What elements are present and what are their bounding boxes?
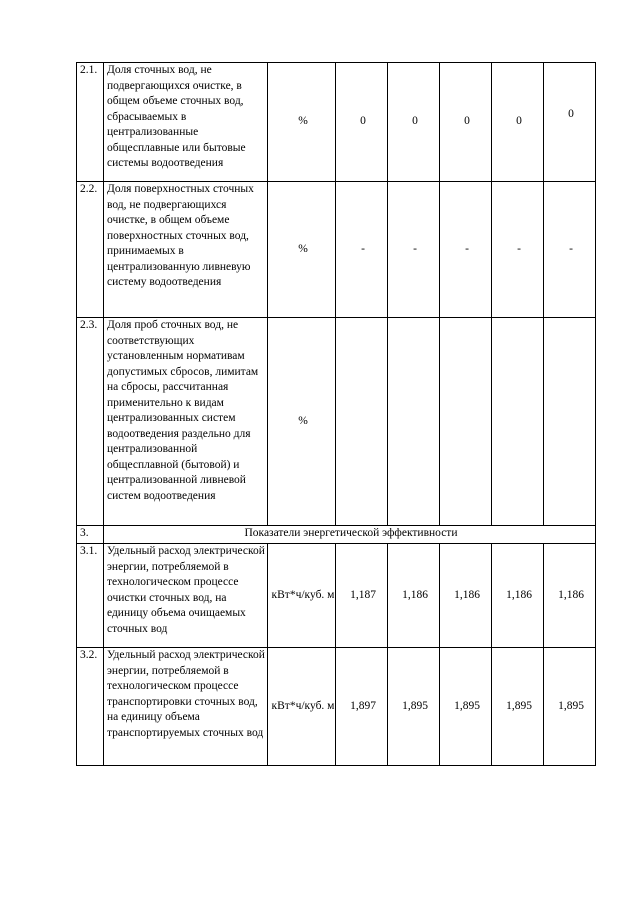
indicator-name: Доля сточных вод, не подвергающихся очистке, в общем объеме сточных вод, сбрасываемых в централизованные общесплавные или бытовые системы водоотведения [104,63,268,182]
value-cell: 1,895 [544,648,596,766]
unit-cell: кВт*ч/куб. м [268,648,336,766]
table-row [77,182,596,318]
row-number: 2.2. [77,182,104,318]
row-number: 2.3. [77,318,104,526]
value-cell: - [492,182,544,318]
value-cell: 1,895 [440,648,492,766]
value-cell: 0 [492,63,544,182]
value-cell: 1,895 [388,648,440,766]
value-cell [492,318,544,526]
section-number: 3. [77,526,104,544]
value-cell: - [388,182,440,318]
section-title: Показатели энергетической эффективности [104,526,596,544]
indicator-name: Удельный расход электрической энергии, потребляемой в технологическом процессе очистки сточных вод, на единицу объема очищаемых сточных вод [104,544,268,648]
value-cell: 1,186 [388,544,440,648]
value-cell [388,318,440,526]
unit-cell: кВт*ч/куб. м [268,544,336,648]
indicators-table [76,62,596,766]
table-row [77,544,596,648]
value-cell [440,318,492,526]
section-row [77,526,596,544]
table-row [77,63,596,182]
unit-cell: % [268,63,336,182]
unit-cell: % [268,318,336,526]
value-cell [336,318,388,526]
value-cell: 1,186 [492,544,544,648]
indicator-name: Удельный расход электрической энергии, потребляемой в технологическом процессе транспортировки сточных вод, на единицу объема транспортируемых сточных вод [104,648,268,766]
row-number: 3.2. [77,648,104,766]
value-cell: 1,186 [440,544,492,648]
value-cell: 1,186 [544,544,596,648]
value-cell: - [336,182,388,318]
row-number: 2.1. [77,63,104,182]
value-cell: 1,895 [492,648,544,766]
table-row [77,318,596,526]
row-number: 3.1. [77,544,104,648]
value-cell: - [440,182,492,318]
value-cell: 0 [440,63,492,182]
value-cell: - [544,182,596,318]
value-cell: 0 [336,63,388,182]
value-cell: 1,187 [336,544,388,648]
value-cell [544,63,596,182]
indicator-name: Доля поверхностных сточных вод, не подвергающихся очистке, в общем объеме поверхностных сточных вод, принимаемых в централизованную ливневую систему водоотведения [104,182,268,318]
value-text: 0 [568,108,574,121]
table-row [77,648,596,766]
value-cell [544,318,596,526]
value-cell: 1,897 [336,648,388,766]
indicator-name: Доля проб сточных вод, не соответствующих установленным нормативам допустимых сбросов, лимитам на сбросы, рассчитанная применительно к видам централизованных систем водоотведения раздельно для централизованной общесплавной (бытовой) и централизованной ливневой систем водоотведения [104,318,268,526]
unit-cell: % [268,182,336,318]
value-cell: 0 [388,63,440,182]
